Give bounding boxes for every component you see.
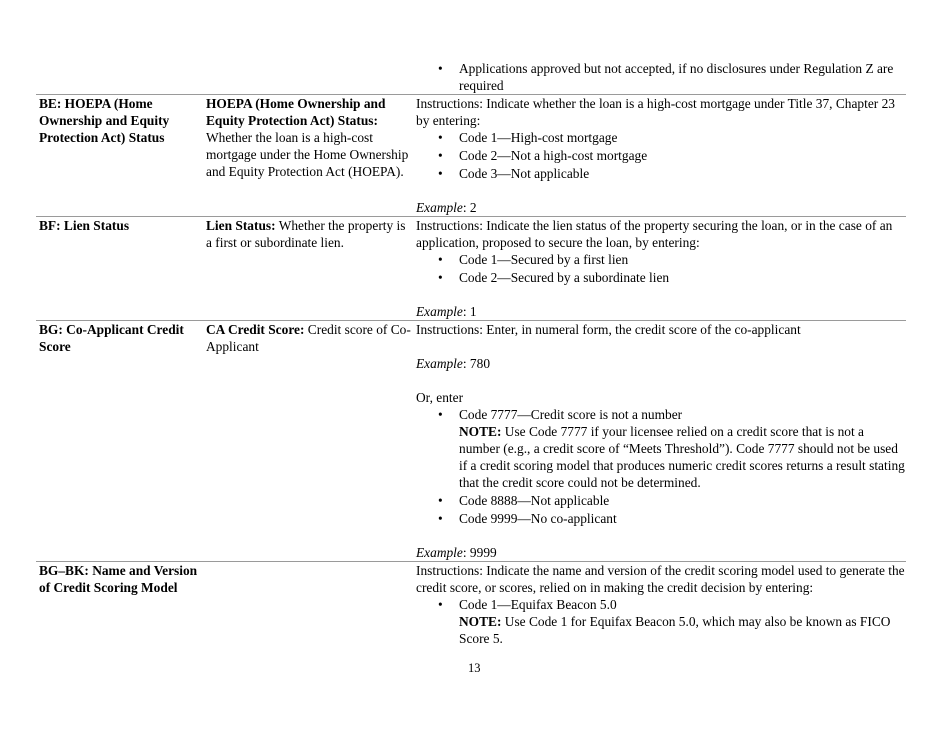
field-definition [203, 95, 413, 216]
field-definition [203, 217, 413, 320]
field-definition [203, 321, 413, 561]
list-item: • Code 9999—No co-applicant [459, 510, 906, 527]
example: Example: 2 [416, 200, 477, 215]
instructions-text: Instructions: Enter, in numeral form, the credit score of the co-applicant [416, 322, 801, 337]
list-item: • Applications approved but not accepted, if no disclosures under Regulation Z are required [459, 60, 906, 94]
note: NOTE: Use Code 1 for Equifax Beacon 5.0, which may also be known as FICO Score 5. [459, 614, 891, 646]
definition-label: CA Credit Score: [206, 322, 305, 337]
example: Example: 780 [416, 356, 491, 371]
table-row-continued [36, 60, 906, 95]
definition-text: Whether the property is a first or subordinate lien. [206, 218, 406, 250]
instructions-text: Instructions: Indicate the name and version of the credit scoring model used to generate the credit score, or scores, relied on in making the credit decision by entering: [416, 563, 905, 595]
list-item: • Code 2—Secured by a subordinate lien [459, 269, 906, 286]
list-item: • Code 1—Equifax Beacon 5.0 NOTE: Use Code 1 for Equifax Beacon 5.0, which may also be known as FICO Score 5. [459, 596, 906, 647]
list-item: • Code 7777—Credit score is not a number NOTE: Use Code 7777 if your licensee relied on a credit score that is not a number (e.g., a credit score of “Meets Threshold”). Code 7777 should not be used if a credit scoring model that produces numeric credit scores returns a result stating that the credit score could not be determined. [459, 406, 906, 491]
table-row-bg [36, 321, 906, 562]
table-row-bg-bk [36, 562, 906, 647]
table-row-bf [36, 217, 906, 321]
instructions-text: Instructions: Indicate whether the loan is a high-cost mortgage under Title 37, Chapter 23 by entering: [416, 96, 895, 128]
field-name: BE: HOEPA (Home Ownership and Equity Protection Act) Status [39, 96, 170, 145]
instructions-text: Instructions: Indicate the lien status of the property securing the loan, or in the case of an application, proposed to secure the loan, by entering: [416, 218, 893, 250]
or-enter-text: Or, enter [416, 390, 464, 405]
instructions-cell [413, 321, 906, 561]
note: NOTE: Use Code 7777 if your licensee relied on a credit score that is not a number (e.g., a credit score of “Meets Threshold”). Code 7777 should not be used if a credit scoring model that produces numeric credit scores returns a result stating that the credit score could not be determined. [459, 424, 905, 490]
instructions-cell [413, 562, 906, 647]
list-item: • Code 2—Not a high-cost mortgage [459, 147, 906, 164]
list-item: • Code 8888—Not applicable [459, 492, 906, 509]
field-name: BG–BK: Name and Version of Credit Scoring Model [39, 563, 198, 595]
document-page [36, 60, 906, 647]
example: Example: 1 [416, 304, 477, 319]
definition-label: HOEPA (Home Ownership and Equity Protection Act) Status: [206, 96, 386, 128]
list-item: • Code 1—Secured by a first lien [459, 251, 906, 268]
field-definition [203, 562, 413, 647]
field-name: BG: Co-Applicant Credit Score [39, 322, 184, 354]
definition-label: Lien Status: [206, 218, 276, 233]
instructions-cell [413, 217, 906, 320]
list-item: • Code 3—Not applicable [459, 165, 906, 182]
field-name: BF: Lien Status [39, 218, 130, 233]
instructions-cell [413, 95, 906, 216]
definition-text: Credit score of Co-Applicant [206, 322, 411, 354]
definition-text: Whether the loan is a high-cost mortgage under the Home Ownership and Equity Protection Act (HOEPA). [206, 130, 409, 179]
example: Example: 9999 [416, 545, 497, 560]
page-number: 13 [468, 661, 481, 675]
list-item: • Code 1—High-cost mortgage [459, 129, 906, 146]
table-row-be [36, 95, 906, 217]
instructions-cell [413, 60, 906, 94]
